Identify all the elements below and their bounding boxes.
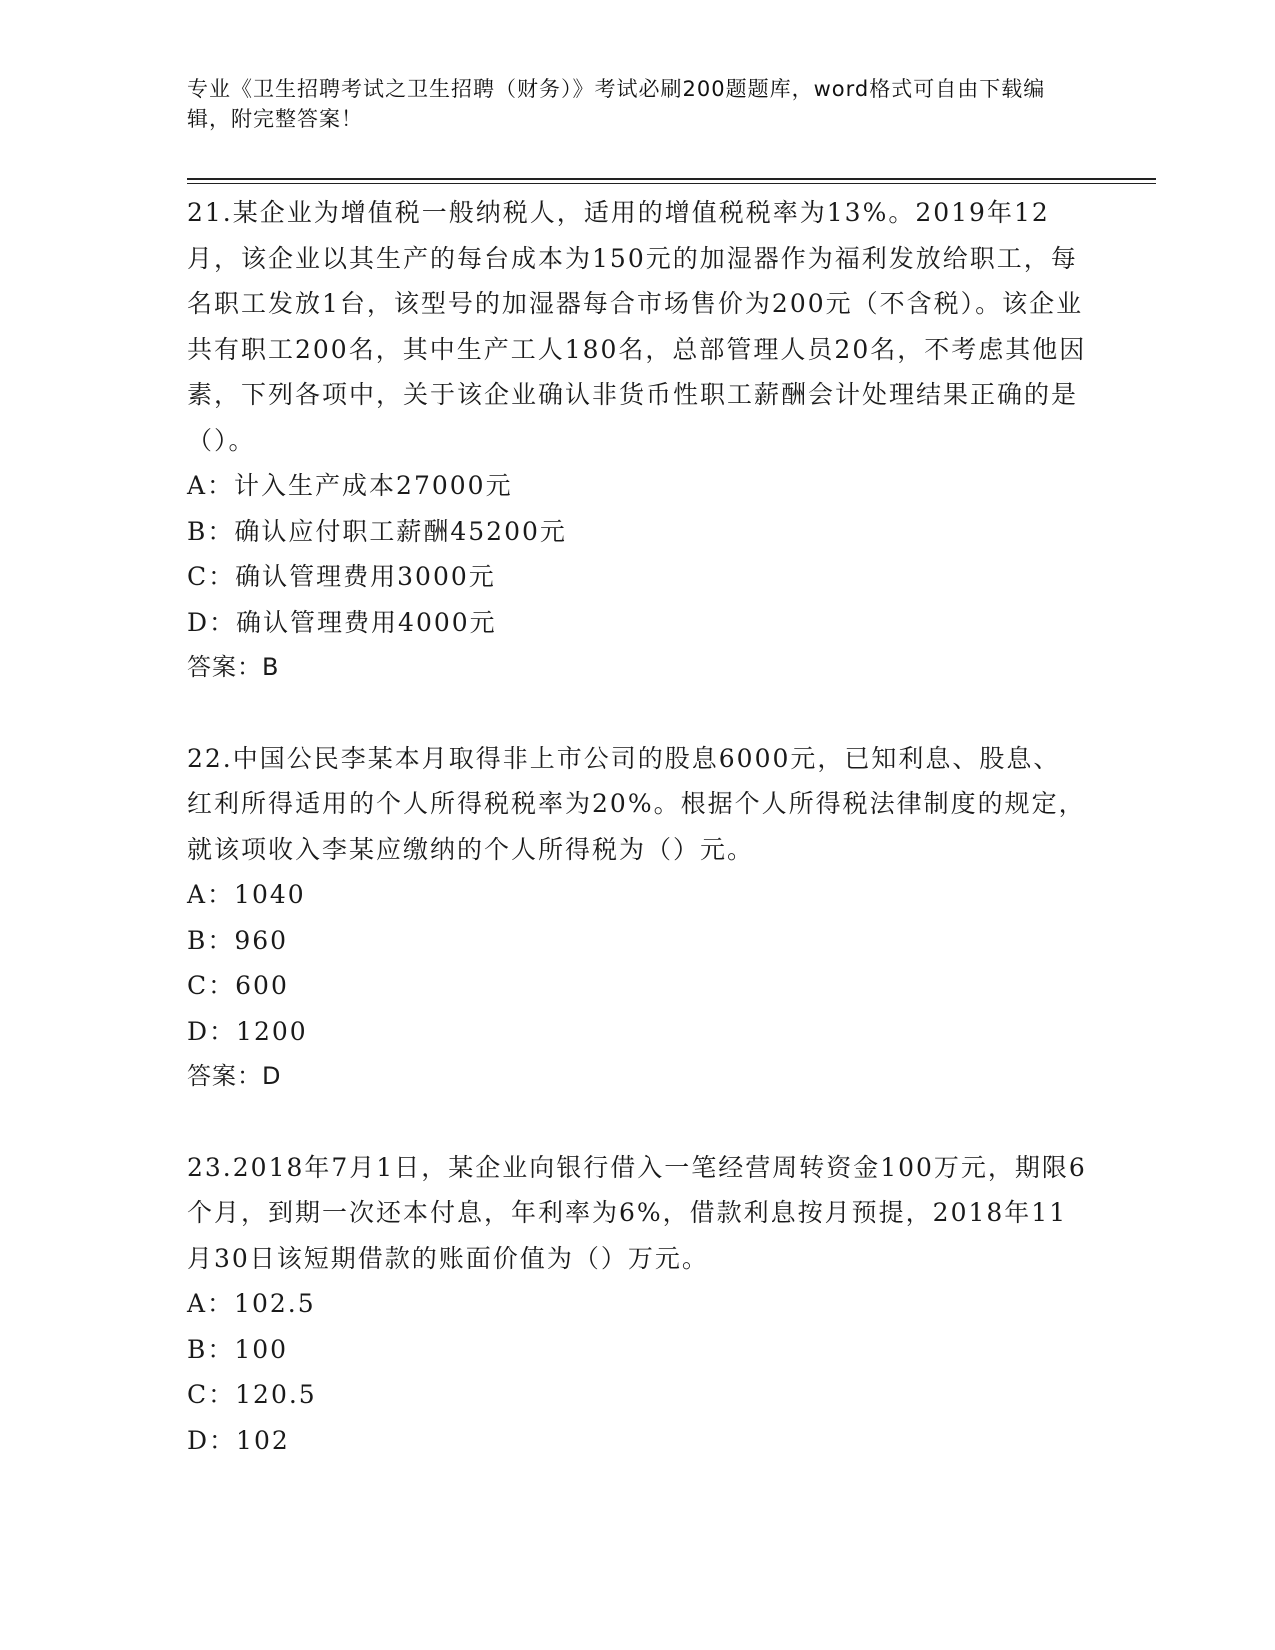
question-text: 22.中国公民李某本月取得非上市公司的股息6000元，已知利息、股息、红利所得适用的个人所得税税率为20%。根据个人所得税法律制度的规定，就该项收入李某应缴纳的个人所得税为（）元。: [187, 743, 1086, 864]
option-b: B：确认应付职工薪酬45200元: [187, 516, 567, 546]
question-23: [187, 1145, 1087, 1464]
option-b: B：960: [187, 925, 289, 955]
option-c: C：确认管理费用3000元: [187, 562, 496, 591]
option-a: A：1040: [187, 880, 306, 909]
option-c: C：120.5: [187, 1380, 317, 1409]
question-21: [187, 190, 1087, 691]
option-d: D：102: [187, 1425, 290, 1455]
answer-label: 答案：B: [187, 653, 280, 681]
option-c: C：600: [187, 971, 289, 1000]
option-b: B：100: [187, 1334, 289, 1364]
option-a: A：计入生产成本27000元: [187, 471, 513, 500]
option-a: A：102.5: [187, 1289, 316, 1318]
questions-content: [187, 190, 1087, 1463]
question-22: [187, 736, 1087, 1100]
question-text: 23.2018年7月1日，某企业向银行借入一笔经营周转资金100万元，期限6个月，到期一次还本付息，年利率为6%，借款利息按月预提，2018年11月30日该短期借款的账面价值为（）万元。: [187, 1152, 1087, 1273]
spacer: [187, 691, 1087, 736]
answer-label: 答案：D: [187, 1062, 282, 1090]
header-divider-thin: [187, 183, 1156, 184]
question-text: 21.某企业为增值税一般纳税人，适用的增值税税率为13%。2019年12月，该企业以其生产的每台成本为150元的加湿器作为福利发放给职工，每名职工发放1台，该型号的加湿器每合市场售价为200元（不含税）。该企业共有职工200名，其中生产工人180名，总部管理人员20名，不考虑其他因素，下列各项中，关于该企业确认非货币性职工薪酬会计处理结果正确的是（）。: [187, 198, 1087, 455]
header-divider-thick: [187, 178, 1156, 180]
spacer: [187, 1100, 1087, 1145]
option-d: D：确认管理费用4000元: [187, 607, 497, 637]
option-d: D：1200: [187, 1016, 308, 1046]
document-header-title: 专业《卫生招聘考试之卫生招聘（财务）》考试必刷200题题库，word格式可自由下载编辑，附完整答案！: [187, 77, 1046, 131]
